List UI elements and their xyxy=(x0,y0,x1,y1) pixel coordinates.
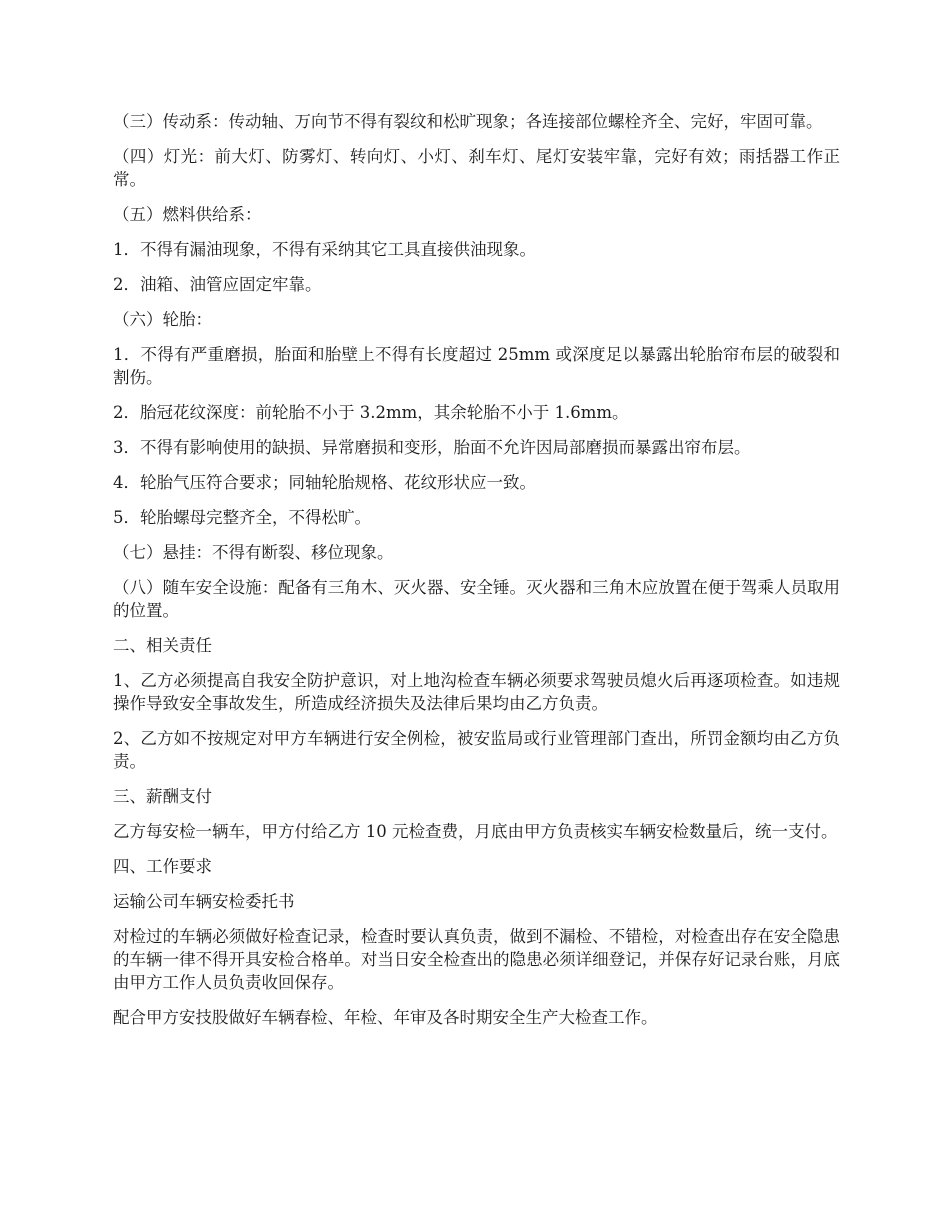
work-requirement-2: 配合甲方安技股做好车辆春检、年检、年审及各时期安全生产大检查工作。 xyxy=(113,1008,658,1027)
document-title-line: 运输公司车辆安检委托书 xyxy=(113,892,295,911)
tire-item-5: 5．轮胎螺母完整齐全，不得松旷。 xyxy=(113,508,371,527)
heading-work-requirements: 四、工作要求 xyxy=(113,857,212,876)
fuel-item-1: 1．不得有漏油现象，不得有采纳其它工具直接供油现象。 xyxy=(113,240,536,259)
tire-item-3: 3．不得有影响使用的缺损、异常磨损和变形，胎面不允许因局部磨损而暴露出帘布层。 xyxy=(113,438,751,457)
section-suspension: （七）悬挂：不得有断裂、移位现象。 xyxy=(113,543,394,562)
heading-payment: 三、薪酬支付 xyxy=(113,787,212,806)
responsibility-item-1: 1、乙方必须提高自我安全防护意识，对上地沟检查车辆必须要求驾驶员熄火后再逐项检查。如违规操作导致安全事故发生，所造成经济损失及法律后果均由乙方负责。 xyxy=(113,671,840,713)
section-safety-equipment: （八）随车安全设施：配备有三角木、灭火器、安全锤。灭火器和三角木应放置在便于驾乘人员取用的位置。 xyxy=(113,578,840,620)
work-requirement-1: 对检过的车辆必须做好检查记录，检查时要认真负责，做到不漏检、不错检，对检查出存在安全隐患的车辆一律不得开具安检合格单。对当日安全检查出的隐患必须详细登记，并保存好记录台账，月底由甲方工作人员负责收回保存。 xyxy=(113,927,840,992)
document-body xyxy=(113,110,840,1041)
heading-responsibilities: 二、相关责任 xyxy=(113,636,212,655)
fuel-item-2: 2．油箱、油管应固定牢靠。 xyxy=(113,275,322,294)
responsibility-item-2: 2、乙方如不按规定对甲方车辆进行安全例检，被安监局或行业管理部门查出，所罚金额均由乙方负责。 xyxy=(113,729,840,771)
tire-item-1: 1．不得有严重磨损，胎面和胎壁上不得有长度超过 25mm 或深度足以暴露出轮胎帘布层的破裂和割伤。 xyxy=(113,345,840,387)
tire-item-4: 4．轮胎气压符合要求；同轴轮胎规格、花纹形状应一致。 xyxy=(113,473,536,492)
section-tires-heading: （六）轮胎： xyxy=(113,310,212,329)
section-lights: （四）灯光：前大灯、防雾灯、转向灯、小灯、刹车灯、尾灯安装牢靠，完好有效；雨括器工作正常。 xyxy=(113,147,840,189)
section-fuel-heading: （五）燃料供给系： xyxy=(113,205,262,224)
payment-text: 乙方每安检一辆车，甲方付给乙方 10 元检查费，月底由甲方负责核实车辆安检数量后，统一支付。 xyxy=(113,822,838,841)
section-drivetrain: （三）传动系：传动轴、万向节不得有裂纹和松旷现象；各连接部位螺栓齐全、完好，牢固可靠。 xyxy=(113,112,823,131)
tire-item-2: 2．胎冠花纹深度：前轮胎不小于 3.2mm，其余轮胎不小于 1.6mm。 xyxy=(113,403,629,422)
